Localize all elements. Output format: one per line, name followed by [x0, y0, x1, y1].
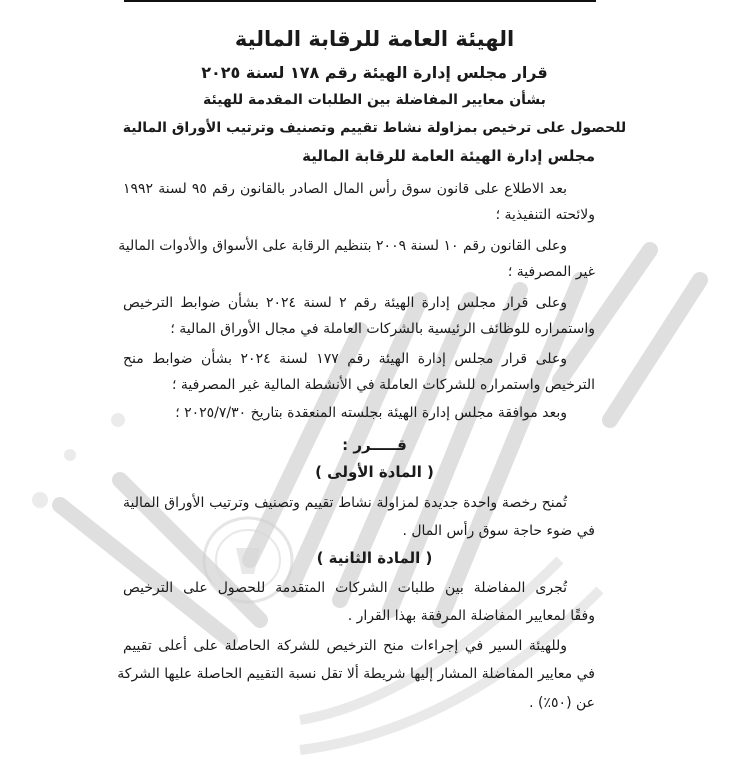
article-1-line-2: في ضوء حاجة سوق رأس المال .: [402, 523, 595, 539]
article-1-heading: ( المادة الأولى ): [315, 463, 434, 481]
preamble-4-line-1: وعلى قرار مجلس إدارة الهيئة رقم ١٧٧ لسنة ٢٠٢٤ بشأن ضوابط منح: [123, 351, 567, 367]
article-2-line-4: في معايير المفاضلة المشار إليها شريطة ألا تقل نسبة التقييم الحاصلة عليها الشركة: [117, 666, 595, 682]
article-2-line-5: عن (٥٠٪) .: [529, 695, 595, 711]
article-2-line-3: وللهيئة السير في إجراءات منح الترخيص للشركة الحاصلة على أعلى تقييم: [123, 638, 567, 654]
subject-line-1: بشأن معايير المفاضلة بين الطلبات المقدمة للهيئة: [203, 92, 546, 108]
article-1-line-1: تُمنح رخصة واحدة جديدة لمزاولة نشاط تقييم وتصنيف وترتيب الأوراق المالية: [123, 495, 567, 511]
preamble-1-line-2: ولائحته التنفيذية ؛: [495, 207, 595, 223]
preamble-2-line-1: وعلى القانون رقم ١٠ لسنة ٢٠٠٩ بتنظيم الرقابة على الأسواق والأدوات المالية: [118, 238, 567, 254]
preamble-4-line-2: الترخيص واستمراره للشركات العاملة في الأنشطة المالية غير المصرفية ؛: [171, 377, 595, 393]
subject-line-2: للحصول على ترخيص بمزاولة نشاط تقييم وتصنيف وترتيب الأوراق المالية: [122, 120, 627, 136]
preamble-1-line-1: بعد الاطلاع على قانون سوق رأس المال الصادر بالقانون رقم ٩٥ لسنة ١٩٩٢: [123, 181, 568, 197]
preamble-5-line-1: وبعد موافقة مجلس إدارة الهيئة بجلسته المنعقدة بتاريخ ٢٠٢٥/٧/٣٠ ؛: [175, 405, 567, 421]
board-heading: مجلس إدارة الهيئة العامة للرقابة المالية: [302, 147, 595, 165]
preamble-3-line-2: واستمراره للوظائف الرئيسية بالشركات العاملة في مجال الأوراق المالية ؛: [170, 321, 595, 337]
authority-title: الهيئة العامة للرقابة المالية: [234, 27, 515, 51]
decided-heading: قـــــرر :: [342, 436, 407, 454]
article-2-line-2: وفقًا لمعايير المفاضلة المرفقة بهذا القرار .: [347, 608, 595, 624]
decree-title: قرار مجلس إدارة الهيئة رقم ١٧٨ لسنة ٢٠٢٥: [201, 63, 548, 82]
preamble-2-line-2: غير المصرفية ؛: [507, 264, 595, 280]
preamble-3-line-1: وعلى قرار مجلس إدارة الهيئة رقم ٢ لسنة ٢٠٢٤ بشأن ضوابط الترخيص: [123, 295, 567, 311]
top-rule: [124, 0, 596, 2]
article-2-line-1: تُجرى المفاضلة بين طلبات الشركات المتقدمة للحصول على الترخيص: [123, 580, 567, 596]
article-2-heading: ( المادة الثانية ): [316, 549, 433, 567]
